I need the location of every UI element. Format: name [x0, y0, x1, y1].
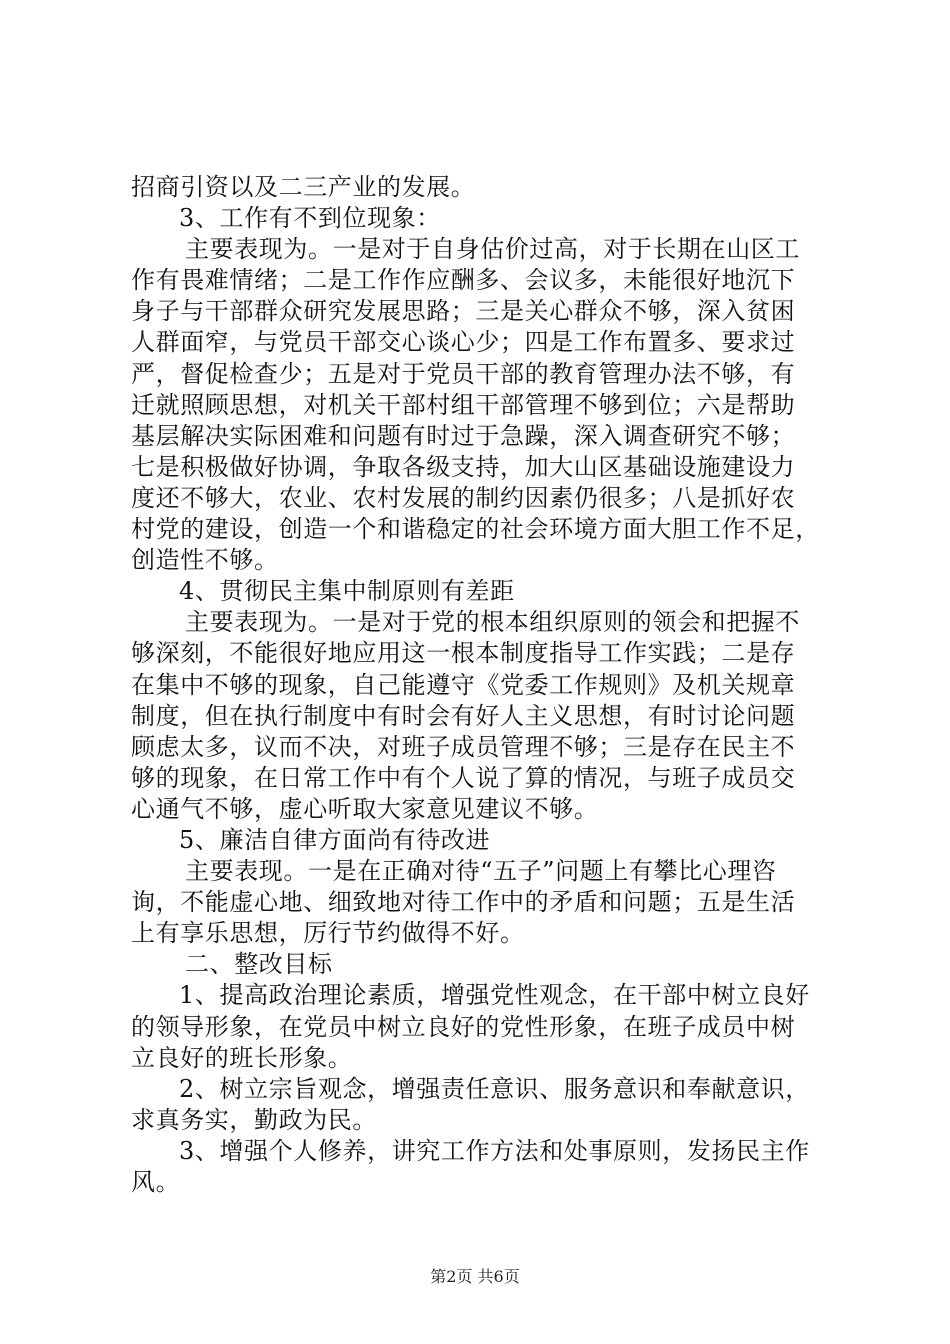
document-body: [131, 172, 841, 1198]
text-line: 招商引资以及二三产业的发展。: [131, 173, 476, 201]
text-line: 求真务实，勤政为民。: [131, 1105, 377, 1134]
text-line: 人群面窄，与党员干部交心谈心少；四是工作布置多、要求过: [131, 328, 796, 357]
text-line: 2、树立宗旨观念，增强责任意识、服务意识和奉献意识，: [179, 1074, 810, 1103]
text-line: 够深刻，不能很好地应用这一根本制度指导工作实践；二是存: [131, 639, 796, 668]
text-line: 立良好的班长形象。: [131, 1043, 353, 1072]
text-line: 3、增强个人修养，讲究工作方法和处事原则，发扬民主作: [179, 1136, 810, 1165]
text-line: 村党的建设，创造一个和谐稳定的社会环境方面大胆工作不足，: [131, 515, 820, 544]
text-line: 上有享乐思想，厉行节约做得不好。: [131, 919, 525, 948]
text-line: 4、贯彻民主集中制原则有差距: [179, 577, 515, 606]
text-line: 在集中不够的现象，自己能遵守《党委工作规则》及机关规章: [131, 670, 796, 699]
text-line: 迁就照顾思想，对机关干部村组干部管理不够到位；六是帮助: [131, 390, 796, 419]
text-line: 顾虑太多，议而不决，对班子成员管理不够；三是存在民主不: [131, 732, 796, 761]
text-line: 的领导形象，在党员中树立良好的党性形象，在班子成员中树: [131, 1012, 796, 1041]
text-line: 身子与干部群众研究发展思路；三是关心群众不够，深入贫困: [131, 297, 796, 326]
text-line: 度还不够大，农业、农村发展的制约因素仍很多；八是抓好农: [131, 483, 796, 512]
text-line: 5、廉洁自律方面尚有待改进: [179, 825, 491, 854]
text-line: 3、工作有不到位现象：: [179, 204, 441, 233]
page-footer: 第2页 共6页: [430, 1267, 520, 1286]
text-line: 创造性不够。: [131, 546, 279, 575]
text-line: 够的现象，在日常工作中有个人说了算的情况，与班子成员交: [131, 763, 796, 792]
text-line: 严，督促检查少；五是对于党员干部的教育管理办法不够，有: [131, 359, 796, 388]
text-line: 1、提高政治理论素质，增强党性观念，在干部中树立良好: [179, 981, 810, 1010]
text-line: 二、整改目标: [185, 950, 333, 979]
text-line: 七是积极做好协调，争取各级支持，加大山区基础设施建设力: [131, 452, 796, 481]
text-line: 主要表现为。一是对于党的根本组织原则的领会和把握不: [185, 608, 800, 637]
text-line: 主要表现。一是在正确对待“五子”问题上有攀比心理咨: [185, 857, 777, 886]
text-line: 基层解决实际困难和问题有时过于急躁，深入调查研究不够；: [131, 421, 796, 450]
text-line: 制度，但在执行制度中有时会有好人主义思想，有时讨论问题: [131, 701, 796, 730]
text-line: 风。: [131, 1168, 181, 1196]
text-line: 作有畏难情绪；二是工作作应酬多、会议多，未能很好地沉下: [131, 266, 796, 295]
text-line: 询，不能虚心地、细致地对待工作中的矛盾和问题；五是生活: [131, 888, 796, 917]
text-line: 主要表现为。一是对于自身估价过高，对于长期在山区工: [185, 235, 800, 264]
text-line: 心通气不够，虚心听取大家意见建议不够。: [131, 794, 599, 823]
